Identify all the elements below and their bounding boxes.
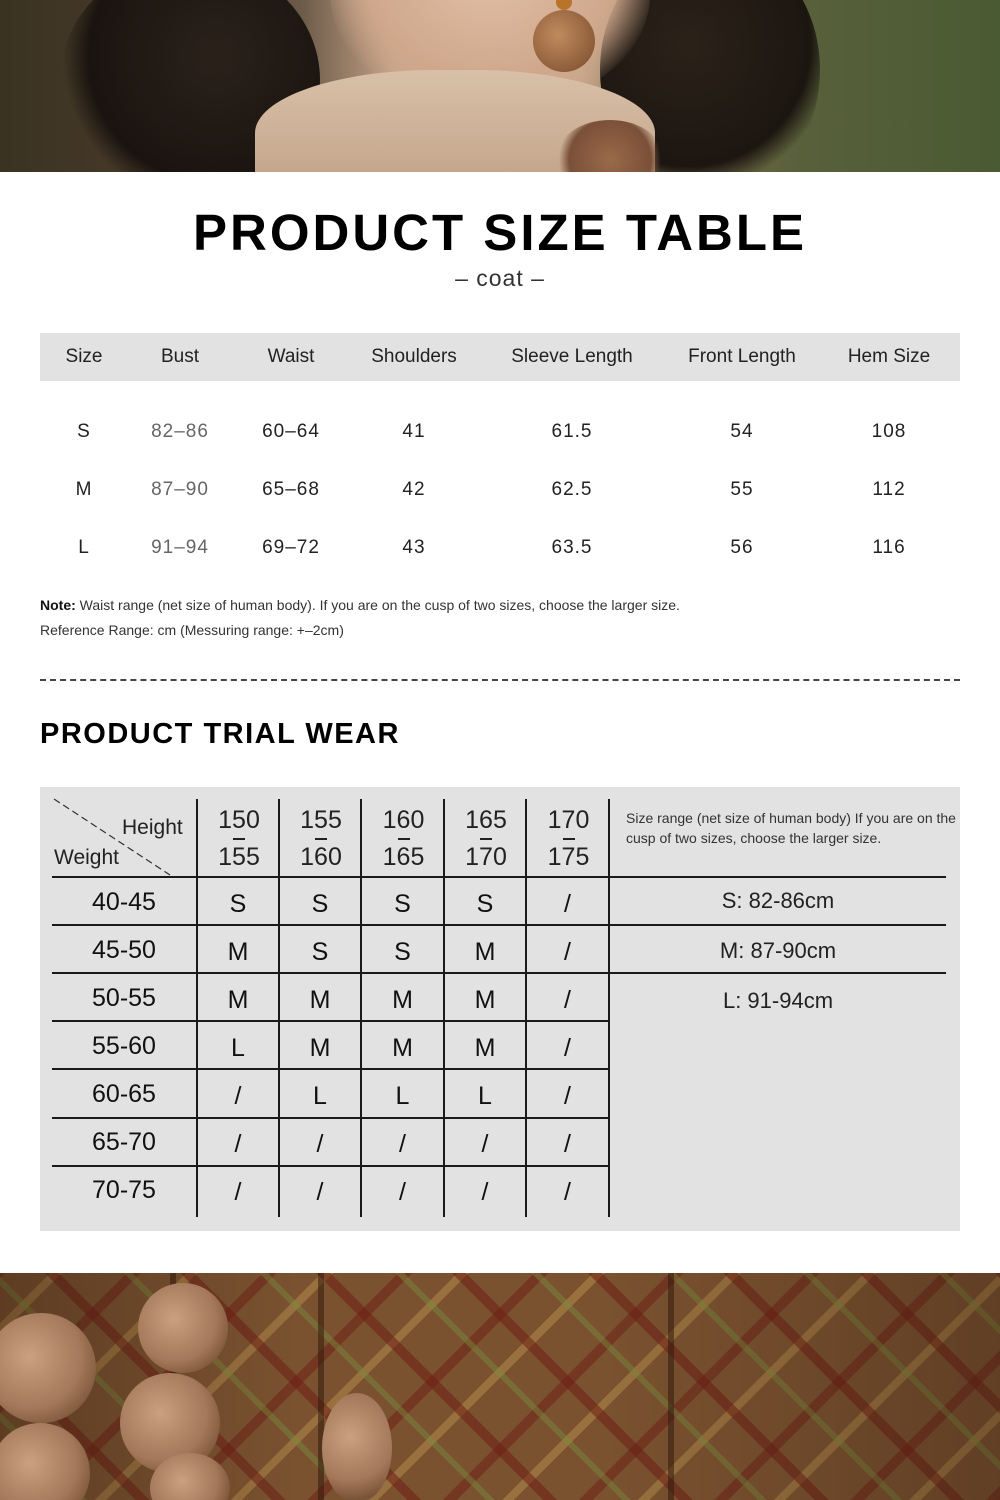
- size-cell: /: [399, 1130, 406, 1158]
- height-col-150-155: [198, 802, 280, 876]
- size-range-m: M: 87-90cm: [719, 938, 837, 963]
- size-cell: /: [564, 1178, 571, 1206]
- size-table-title: PRODUCT SIZE TABLE: [192, 204, 808, 261]
- size-cell: S: [229, 890, 247, 918]
- size-cell: M: [227, 938, 249, 966]
- note-label: Note:: [40, 597, 76, 613]
- height-bottom: 175: [547, 843, 590, 871]
- row-m-bust: 87–90: [151, 479, 209, 500]
- size-table-header: [40, 333, 960, 381]
- weight-label: 50-55: [92, 984, 156, 1012]
- size-cell: /: [234, 1178, 242, 1206]
- size-cell: L: [313, 1082, 327, 1110]
- height-col-160-165: [362, 802, 445, 876]
- header-front-length: Front Length: [688, 346, 796, 367]
- size-cell: L: [231, 1034, 245, 1062]
- size-cell: M: [474, 938, 496, 966]
- row-m-sleeve: 62.5: [551, 479, 593, 500]
- row-s-sleeve: 61.5: [551, 421, 593, 442]
- pompom-earring: [533, 10, 595, 72]
- model-photo-top: [0, 0, 1000, 172]
- row-m-hem: 112: [872, 479, 906, 500]
- size-cell: /: [564, 986, 571, 1014]
- size-cell: /: [564, 890, 571, 918]
- size-cell: M: [392, 1034, 413, 1062]
- size-cell: S: [394, 938, 411, 966]
- row-s-hem: 108: [871, 421, 907, 442]
- size-cell: /: [564, 1130, 571, 1158]
- row-l-sleeve: 63.5: [551, 537, 593, 558]
- size-range-note: Size range (net size of human body) If you are on the cusp of two sizes, choose the larger size.: [626, 810, 956, 846]
- size-cell: M: [474, 986, 496, 1014]
- row-l-front: 56: [730, 537, 754, 558]
- size-cell: L: [478, 1082, 492, 1110]
- header-hem-size: Hem Size: [847, 346, 931, 367]
- height-bottom: 160: [300, 843, 342, 871]
- height-top: 150: [218, 806, 260, 834]
- size-cell: /: [399, 1178, 406, 1206]
- size-cell: S: [394, 890, 411, 918]
- height-bottom: 165: [382, 843, 425, 871]
- size-cell: M: [392, 986, 413, 1014]
- height-col-155-160: [280, 802, 362, 876]
- row-s-shoulders: 41: [402, 421, 426, 442]
- row-s-bust: 82–86: [151, 421, 209, 442]
- row-s-front: 54: [730, 421, 754, 442]
- weight-label: 55-60: [92, 1032, 156, 1060]
- weight-label: 70-75: [92, 1176, 156, 1204]
- height-bottom: 170: [465, 843, 507, 871]
- header-size: Size: [65, 346, 103, 367]
- trial-wear-title: PRODUCT TRIAL WEAR: [40, 718, 400, 750]
- row-m-waist: 65–68: [262, 479, 320, 500]
- header-shoulders: Shoulders: [371, 346, 457, 367]
- header-waist: Waist: [267, 346, 315, 367]
- weight-label: 40-45: [92, 888, 156, 916]
- size-cell: /: [234, 1082, 242, 1110]
- size-cell: /: [481, 1178, 489, 1206]
- size-cell: M: [309, 1034, 331, 1062]
- size-cell: /: [564, 1034, 571, 1062]
- row-l-waist: 69–72: [262, 537, 320, 558]
- size-cell: S: [476, 890, 494, 918]
- row-l-size: L: [78, 537, 90, 558]
- note-text: Waist range (net size of human body). If you are on the cusp of two sizes, choose the larger size.: [79, 597, 680, 613]
- height-top: 170: [547, 806, 590, 834]
- weight-axis-label: Weight: [54, 846, 119, 869]
- weight-label: 60-65: [92, 1080, 156, 1108]
- trial-wear-grid: [40, 787, 960, 1231]
- coat-fabric-photo: [0, 1273, 1000, 1500]
- height-col-170-175: [527, 802, 610, 876]
- height-top: 160: [382, 806, 425, 834]
- row-l-shoulders: 43: [402, 537, 426, 558]
- height-top: 165: [465, 806, 507, 834]
- height-axis-label: Height: [122, 816, 183, 839]
- size-cell: M: [474, 1034, 496, 1062]
- row-l-bust: 91–94: [151, 537, 209, 558]
- size-cell: /: [481, 1130, 489, 1158]
- size-cell: /: [316, 1178, 324, 1206]
- row-s-waist: 60–64: [262, 421, 320, 442]
- size-table-subtitle: – coat –: [455, 265, 545, 291]
- height-bottom: 155: [218, 843, 260, 871]
- weight-label: 65-70: [92, 1128, 156, 1156]
- size-range-l: L: 91-94cm: [722, 988, 834, 1013]
- section-divider: [40, 679, 960, 681]
- size-range-s: S: 82-86cm: [721, 888, 835, 913]
- row-m-shoulders: 42: [402, 479, 426, 500]
- row-m-size: M: [75, 479, 93, 500]
- weight-label: 45-50: [92, 936, 156, 964]
- size-cell: M: [227, 986, 249, 1014]
- size-note: [40, 597, 680, 613]
- row-m-front: 55: [730, 479, 754, 500]
- size-cell: S: [311, 890, 329, 918]
- header-bust: Bust: [160, 346, 200, 367]
- header-sleeve-length: Sleeve Length: [511, 346, 633, 367]
- row-s-size: S: [77, 421, 91, 442]
- reference-range: Reference Range: cm (Messuring range: +–2cm): [40, 622, 344, 638]
- size-cell: M: [309, 986, 331, 1014]
- size-cell: S: [311, 938, 329, 966]
- height-top: 155: [300, 806, 342, 834]
- size-cell: L: [395, 1082, 410, 1110]
- size-cell: /: [234, 1130, 242, 1158]
- height-col-165-170: [445, 802, 527, 876]
- row-l-hem: 116: [872, 537, 906, 558]
- size-cell: /: [316, 1130, 324, 1158]
- size-cell: /: [564, 1082, 571, 1110]
- size-cell: /: [564, 938, 571, 966]
